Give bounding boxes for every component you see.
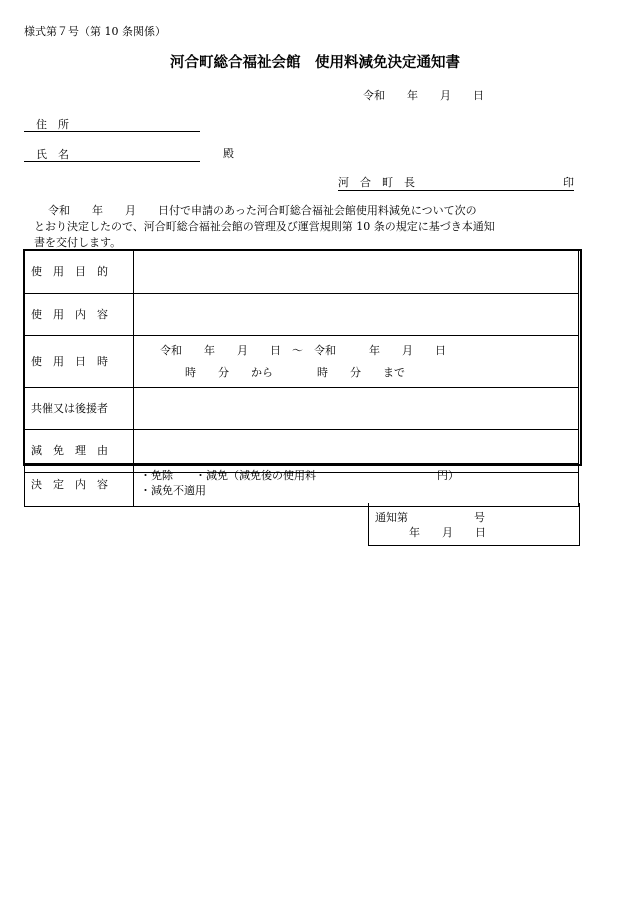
decision-label: 決 定 内 容 [25, 464, 134, 507]
datetime-time-range: 時 分 から 時 分 まで [185, 365, 405, 379]
notice-body [36, 203, 556, 251]
honorific: 殿 [223, 147, 234, 160]
seal-mark: 印 [563, 175, 574, 189]
table-row [25, 336, 579, 388]
details-table [24, 250, 579, 473]
notice-number: 通知第 号 [375, 511, 485, 524]
table-row [25, 464, 579, 507]
datetime-cell[interactable] [134, 336, 579, 388]
content-cell[interactable] [134, 294, 579, 336]
address-field[interactable] [24, 115, 200, 132]
name-field[interactable] [24, 145, 200, 162]
sponsor-label: 共催又は後援者 [25, 388, 134, 430]
notice-number-box [368, 503, 580, 546]
decision-options: ・免除 ・減免（減免後の使用料 円） [140, 469, 459, 482]
content-label: 使 用 内 容 [25, 294, 134, 336]
sponsor-cell[interactable] [134, 388, 579, 430]
issuer-label: 河 合 町 長 [338, 175, 415, 189]
issue-date: 令和 年 月 日 [363, 89, 484, 102]
body-line-2: とおり決定したので、河合町総合福祉会館の管理及び運営規則第 10 条の規定に基づき本通知 [34, 220, 495, 233]
table-row [25, 388, 579, 430]
datetime-date-range: 令和 年 月 日 〜 令和 年 月 日 [160, 343, 446, 357]
purpose-cell[interactable] [134, 251, 579, 294]
name-label: 氏 名 [36, 147, 69, 161]
decision-cell[interactable] [134, 464, 579, 507]
purpose-label: 使 用 目 的 [25, 251, 134, 294]
body-line-3: 書を交付します。 [34, 236, 122, 249]
document-title: 河合町総合福祉会館 使用料減免決定通知書 [170, 54, 460, 71]
address-label: 住 所 [36, 117, 69, 131]
issuer-line [338, 174, 574, 191]
table-row [25, 251, 579, 294]
notice-date: 年 月 日 [409, 526, 486, 539]
form-number: 様式第７号（第 10 条関係） [24, 25, 166, 38]
table-row [25, 294, 579, 336]
decision-table [24, 463, 579, 507]
reason-label: 減 免 理 由 [25, 430, 134, 473]
body-line-1: 令和 年 月 日付で申請のあった河合町総合福祉会館使用料減免について次の [48, 204, 477, 217]
decision-not-applicable: ・減免不適用 [140, 484, 206, 497]
datetime-label: 使 用 日 時 [25, 336, 134, 388]
